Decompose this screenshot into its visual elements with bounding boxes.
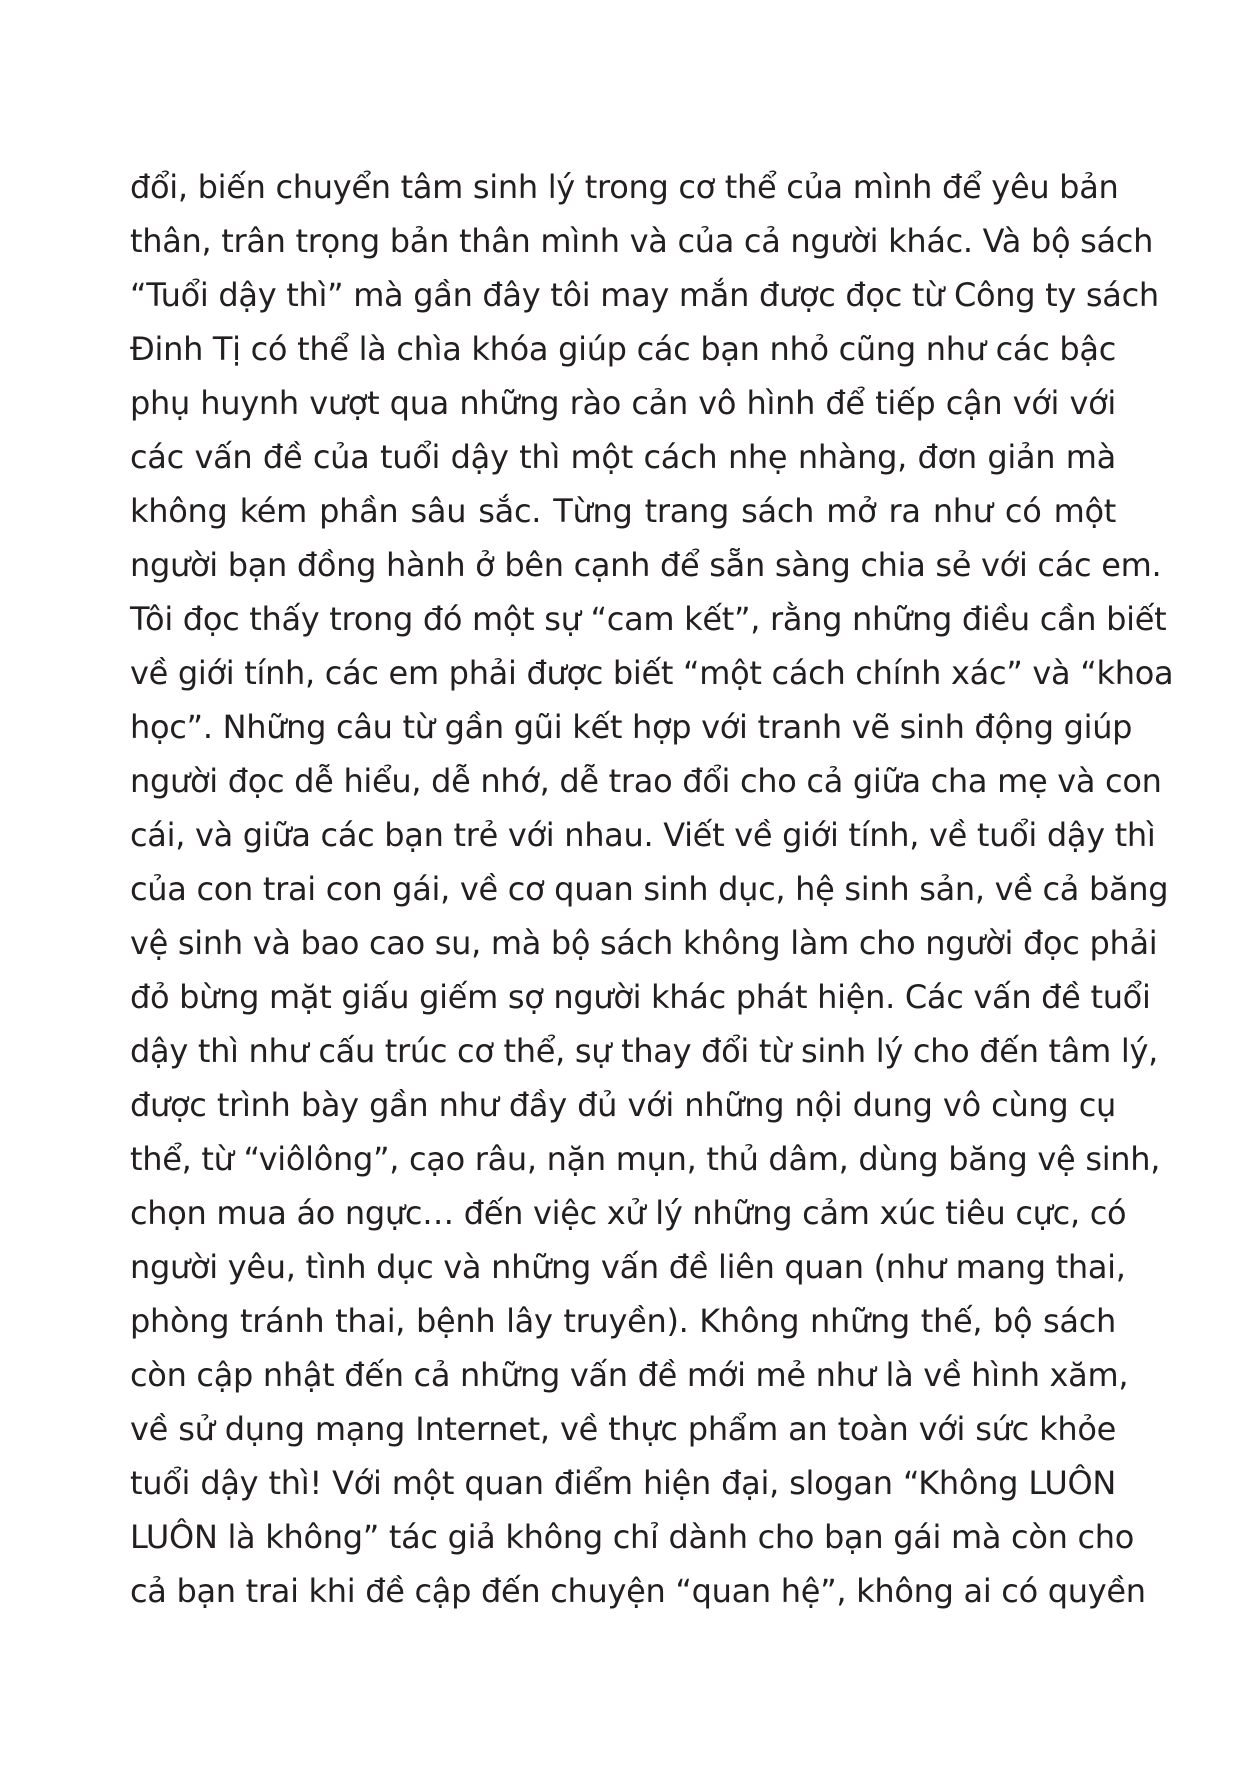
text-line: LUÔN là không” tác giả không chỉ dành cho bạn gái mà còn cho bbox=[130, 1518, 1135, 1556]
text-line: phụ huynh vượt qua những rào cản vô hình để tiếp cận với với bbox=[130, 384, 1116, 422]
text-line: “Tuổi dậy thì” mà gần đây tôi may mắn được đọc từ Công ty sách bbox=[130, 276, 1159, 314]
text-line: đỏ bừng mặt giấu giếm sợ người khác phát hiện. Các vấn đề tuổi bbox=[130, 978, 1151, 1016]
text-line: vệ sinh và bao cao su, mà bộ sách không làm cho người đọc phải bbox=[130, 924, 1158, 962]
text-line: tuổi dậy thì! Với một quan điểm hiện đại, slogan “Không LUÔN bbox=[130, 1464, 1116, 1502]
body-text bbox=[130, 160, 1174, 1618]
text-line: các vấn đề của tuổi dậy thì một cách nhẹ nhàng, đơn giản mà bbox=[130, 438, 1116, 476]
text-line: về sử dụng mạng Internet, về thực phẩm an toàn với sức khỏe bbox=[130, 1410, 1116, 1448]
text-line: đổi, biến chuyển tâm sinh lý trong cơ thể của mình để yêu bản bbox=[130, 168, 1119, 206]
text-line: của con trai con gái, về cơ quan sinh dục, hệ sinh sản, về cả băng bbox=[130, 870, 1169, 908]
text-line: chọn mua áo ngực… đến việc xử lý những cảm xúc tiêu cực, có bbox=[130, 1194, 1127, 1232]
text-line: dậy thì như cấu trúc cơ thể, sự thay đổi từ sinh lý cho đến tâm lý, bbox=[130, 1032, 1158, 1070]
text-line: người yêu, tình dục và những vấn đề liên quan (như mang thai, bbox=[130, 1248, 1126, 1286]
text-line: thân, trân trọng bản thân mình và của cả người khác. Và bộ sách bbox=[130, 222, 1154, 260]
text-line: được trình bày gần như đầy đủ với những nội dung vô cùng cụ bbox=[130, 1086, 1116, 1124]
text-line: thể, từ “viôlông”, cạo râu, nặn mụn, thủ dâm, dùng băng vệ sinh, bbox=[130, 1140, 1161, 1178]
text-line: Tôi đọc thấy trong đó một sự “cam kết”, rằng những điều cần biết bbox=[130, 600, 1167, 638]
text-line: cái, và giữa các bạn trẻ với nhau. Viết về giới tính, về tuổi dậy thì bbox=[130, 816, 1156, 854]
text-line: còn cập nhật đến cả những vấn đề mới mẻ như là về hình xăm, bbox=[130, 1356, 1129, 1394]
text-line: không kém phần sâu sắc. Từng trang sách mở ra như có một bbox=[130, 492, 1116, 530]
text-line: cả bạn trai khi đề cập đến chuyện “quan hệ”, không ai có quyền bbox=[130, 1572, 1146, 1610]
text-line: phòng tránh thai, bệnh lây truyền). Không những thế, bộ sách bbox=[130, 1302, 1116, 1340]
text-line: người đọc dễ hiểu, dễ nhớ, dễ trao đổi cho cả giữa cha mẹ và con bbox=[130, 762, 1162, 800]
text-line: người bạn đồng hành ở bên cạnh để sẵn sàng chia sẻ với các em. bbox=[130, 546, 1162, 584]
text-line: Đinh Tị có thể là chìa khóa giúp các bạn nhỏ cũng như các bậc bbox=[130, 330, 1116, 368]
text-line: học”. Những câu từ gần gũi kết hợp với tranh vẽ sinh động giúp bbox=[130, 708, 1133, 746]
text-line: về giới tính, các em phải được biết “một cách chính xác” và “khoa bbox=[130, 654, 1174, 692]
